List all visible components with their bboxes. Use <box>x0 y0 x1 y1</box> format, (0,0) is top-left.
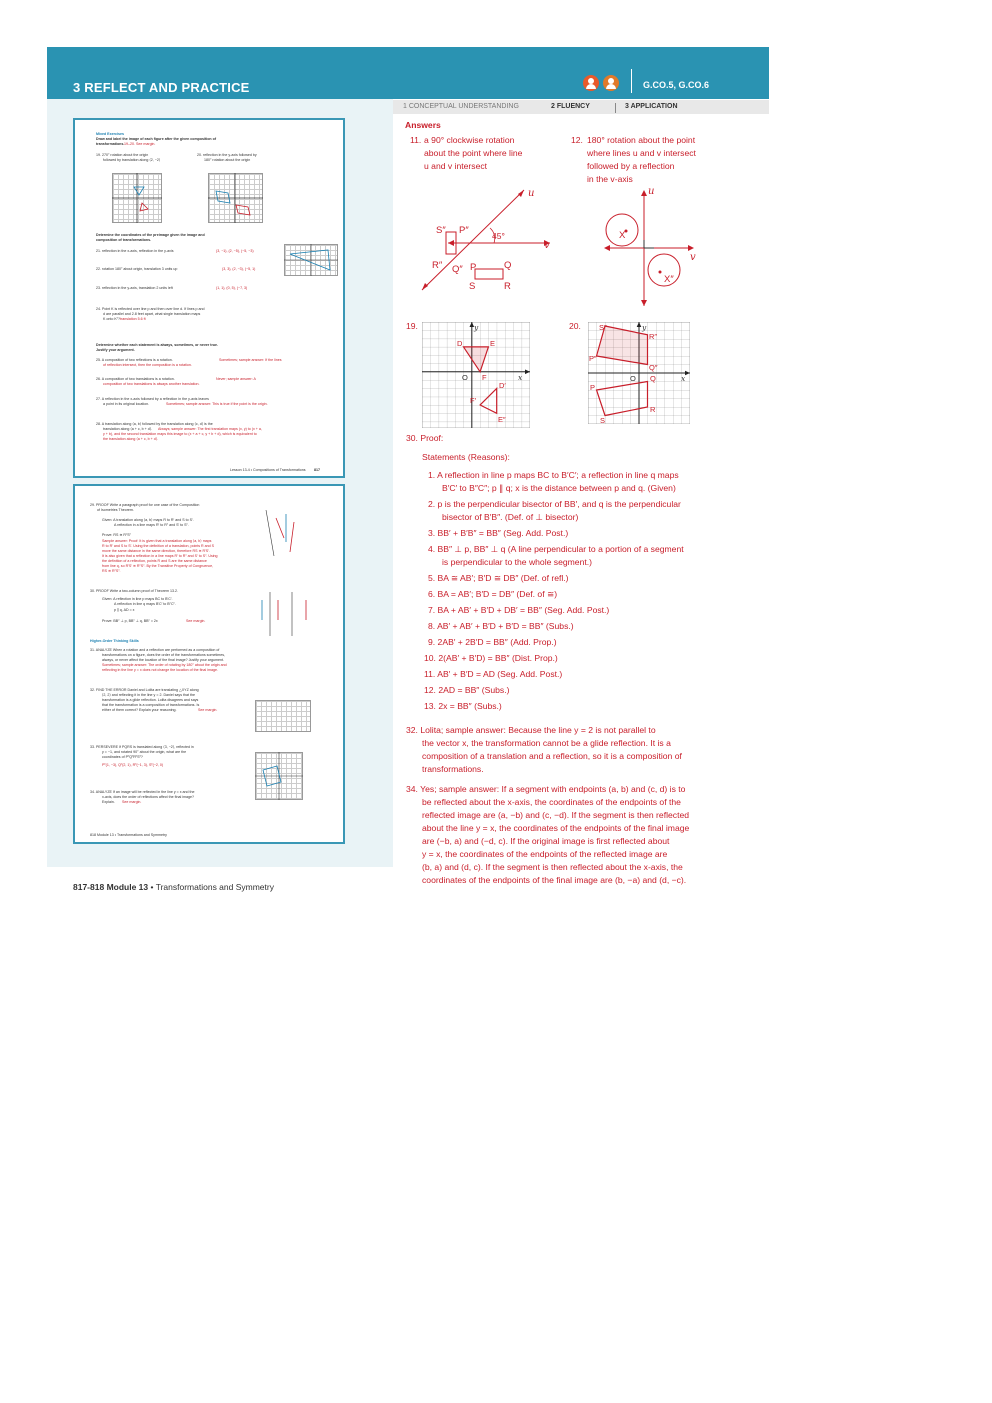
f19-x: x <box>518 373 523 382</box>
p818-q34b: Explain. <box>102 800 115 804</box>
answer-11-figure <box>412 186 560 296</box>
a30-s10: 10. 2(AB′ + B′D) = BB″ (Dist. Prop.) <box>424 653 558 663</box>
p818-q29: 29. PROOF Write a paragraph proof for one case of the Composition <box>90 503 200 507</box>
p817-q25: 25. A composition of two reflections is a rotation. <box>96 358 173 362</box>
q21-figure <box>284 244 338 276</box>
footer-bullet: • <box>150 882 154 892</box>
f20-y: y <box>642 323 647 332</box>
p817-instr-2: transformations. <box>96 142 125 146</box>
p817-q25-answer: Sometimes; sample answer: If the lines <box>219 358 282 362</box>
p817-q23-answer: (1, 1), (0, 5), (−7, 3) <box>216 286 248 290</box>
p818-q29-ans-6: from line q, so R′S′ ≅ R″S″. By the Transitive Property of Congruence, <box>102 564 214 568</box>
a34-line6: y = x, the coordinates of the endpoints of the reflected image are <box>422 849 668 859</box>
f11-v: v <box>544 240 550 251</box>
f20-rpp: R″ <box>649 332 658 341</box>
a34-line5: are (−b, a) and (−d, c). If the original image is first reflected about <box>422 836 670 846</box>
a30-sub: Statements (Reasons): <box>422 452 510 462</box>
p817-instr-4: composition of transformations. <box>96 238 152 242</box>
a12-line3: followed by a reflection <box>587 161 675 171</box>
f20-spp: S″ <box>599 323 607 332</box>
f19-epp: E″ <box>498 415 506 424</box>
p817-instr-2-answer: 19–20. See margin. <box>124 142 156 146</box>
answers-heading: Answers <box>405 120 441 130</box>
a30-s1a: 1. A reflection in line p maps BC to B′C′; a reflection in line q maps <box>428 470 679 480</box>
p817-q21-answer: (3, −1), (2, −5), (−5, −3) <box>216 249 254 253</box>
f11-qpp: Q″ <box>452 264 463 275</box>
q29-figure <box>256 508 304 558</box>
f20-x: x <box>681 374 686 383</box>
p817-q24c: K onto K″? <box>103 317 121 321</box>
answer-20-figure <box>588 322 690 424</box>
p818-q29d: Prove: RS ≅ R″S″ <box>102 533 131 537</box>
p818-q29-ans-2: R to R′ and S to S′. Using the definition of a translation, points R and S <box>102 544 215 548</box>
p817-q28-answer-3: the translation along ⟨a + c, b + d⟩. <box>103 437 159 441</box>
p817-q27-answer: Sometimes; sample answer: This is true if the point is the origin. <box>166 402 268 406</box>
p818-q32-answer: See margin. <box>198 708 218 712</box>
p817-instr-1: Draw and label the image of each figure after the given composition of <box>96 137 217 141</box>
a32-line1: 32. Lolita; sample answer: Because the line y = 2 is not parallel to <box>406 725 656 735</box>
p817-instr-6: Justify your argument. <box>96 348 135 352</box>
a34-line3: reflected image are (a, −b) and (c, −d). If the segment is then reflected <box>422 810 690 820</box>
banner-divider <box>631 69 632 93</box>
p817-q25-answer-2: of reflection intersect, then the composition is a rotation. <box>103 363 192 367</box>
f12-xpp: X″ <box>664 274 674 285</box>
f11-spp: S″ <box>436 225 446 236</box>
f11-rpp: R″ <box>432 260 443 271</box>
a30-s6: 6. BA = AB′; B′D = DB″ (Def. of ≅) <box>428 589 558 599</box>
p818-footer: 818 Module 13 • Transformations and Symmetry <box>90 833 167 837</box>
f12-u: u <box>648 186 655 197</box>
p817-q20b: 180° rotation about the origin <box>204 158 251 162</box>
p818-q33-answer: P‴(1, −3), Q‴(2, 1), R‴(−1, 3), S‴(−2, 0) <box>102 763 164 767</box>
f11-ppp: P″ <box>459 225 469 236</box>
section-banner <box>47 47 769 99</box>
p817-q26: 26. A composition of two translations is a rotation. <box>96 377 175 381</box>
q33-figure <box>255 752 303 800</box>
footer-module: Module 13 <box>106 882 149 892</box>
p818-q33a: y = −1, and rotated 90° about the origin, what are the <box>102 750 187 754</box>
p818-q31b: always, or never affect the location of the final image? Justify your argument. <box>102 658 224 662</box>
answer-19-figure <box>422 322 530 428</box>
f20-ppp: P″ <box>589 354 597 363</box>
p818-q31-answer-2: reflecting in the line y = x does not change the location of the final image. <box>102 668 218 672</box>
a11-line3: u and v intersect <box>424 161 488 171</box>
p817-q27: 27. A reflection in the x-axis followed by a reflection in the y-axis leaves <box>96 397 209 401</box>
answer-12-figure <box>590 186 700 308</box>
f20-o: O <box>630 374 636 383</box>
p817-q28-answer: Always; sample answer: The first translation maps (x, y) to (x + a, <box>158 427 262 431</box>
p818-q30a: Given: A reflection in line p maps BC to B′C′. <box>102 597 173 601</box>
a34-line4: about the line y = x, the coordinates of the endpoints of the final image <box>422 823 690 833</box>
a20-num: 20. <box>569 321 581 331</box>
mixed-exercises-heading: Mixed Exercises <box>96 132 124 136</box>
f19-d: D <box>457 339 463 348</box>
p817-q23: 23. reflection in the y-axis, translation 2 units left <box>96 286 173 290</box>
p818-q30b: A reflection in line q maps B′C′ to B″C″. <box>114 602 176 606</box>
p817-q20: 20. reflection in the y-axis followed by <box>197 153 257 157</box>
p818-q34: 34. ANALYZE If an image will be reflected in the line y = x and the <box>90 790 195 794</box>
f19-f: F <box>482 373 487 382</box>
p817-q24b: d are parallel and 2.8 feet apart, what single translation maps <box>103 312 201 316</box>
a30-s5: 5. BA ≅ AB′; B′D ≅ DB″ (Def. of refl.) <box>428 573 569 583</box>
p818-q32c: that the transformation is a composition of transformations. Is <box>102 703 200 707</box>
p818-q29-ans-4: It is also given that a reflection in a line maps R′ to R″ and S′ to S″. Using <box>102 554 218 558</box>
p817-page-number: 817 <box>314 468 320 472</box>
f11-p: P <box>470 262 477 273</box>
f20-qpp: Q″ <box>649 363 658 372</box>
p817-q19: 19. 270° rotation about the origin <box>96 153 149 157</box>
hots-heading: Higher-Order Thinking Skills <box>90 639 139 643</box>
level-divider <box>615 103 616 113</box>
a19-num: 19. <box>406 321 418 331</box>
f20-p: P <box>590 383 596 392</box>
a32-line3: composition of a translation and a reflection, so it is a composition of <box>422 751 682 761</box>
p818-q29b: Given: A translation along ⟨a, b⟩ maps R to R′ and S to S′. <box>102 518 194 522</box>
p818-q34-answer: See margin. <box>122 800 142 804</box>
a12-line2: where lines u and v intersect <box>587 148 696 158</box>
group-icon <box>603 75 619 91</box>
f19-dp: D′ <box>499 381 506 390</box>
p818-q30c: p ∥ q, AD = x <box>114 608 135 612</box>
a30-s9: 9. 2AB′ + 2B′D = BB″ (Add. Prop.) <box>428 637 557 647</box>
a12-line4: in the v-axis <box>587 174 633 184</box>
section-title: 3 REFLECT AND PRACTICE <box>73 80 250 95</box>
p818-q32b: transformation is a glide reflection. Lolita disagrees and says <box>102 698 199 702</box>
p817-q21: 21. reflection in the x-axis, reflection in the y-axis <box>96 249 174 253</box>
a12-num: 12. <box>571 135 583 145</box>
p817-q27b: a point in its original location. <box>103 402 150 406</box>
p818-q29c: A reflection in a line maps R′ to R″ and S′ to S″. <box>114 523 189 527</box>
p818-q29a: of Isometries Theorem. <box>97 508 134 512</box>
level-fluency: 2 FLUENCY <box>551 103 590 110</box>
p818-q33b: coordinates of P‴Q‴R‴S‴? <box>102 755 143 759</box>
level-bar <box>393 100 769 114</box>
f19-o: O <box>462 373 468 382</box>
f11-angle: 45° <box>492 231 505 241</box>
p817-q22: 22. rotation 180° about origin, translation 3 units up <box>96 267 178 271</box>
p817-instr-5: Determine whether each statement is always, sometimes, or never true. <box>96 343 219 347</box>
f19-fp: F′ <box>470 396 476 405</box>
q19-q20-figures <box>112 173 272 225</box>
f11-u: u <box>528 188 535 199</box>
p818-q30: 30. PROOF Write a two-column proof of Theorem 13.2. <box>90 589 178 593</box>
p818-q29-ans-7: RS ≅ R″S″. <box>102 569 121 573</box>
footer-pages: 817-818 <box>73 882 105 892</box>
level-conceptual: 1 CONCEPTUAL UNDERSTANDING <box>403 103 519 110</box>
a34-line8: coordinates of the endpoints of the final image are (b, −a) and (d, −c). <box>422 875 687 885</box>
f20-q: Q <box>650 374 656 383</box>
p818-q32a: ⟨2, 2⟩ and reflecting it in the line y = 2. Daniel says that the <box>102 693 196 697</box>
p818-q30-answer: See margin. <box>186 619 206 623</box>
p817-q28: 28. A translation along ⟨a, b⟩ followed by the translation along ⟨c, d⟩ is the <box>96 422 213 426</box>
p818-q34a: x-axis, does the order of reflections affect the final image? <box>102 795 195 799</box>
p818-q33: 33. PERSEVERE If PQRS is translated along ⟨3, −2⟩, reflected in <box>90 745 194 749</box>
p817-q26-answer-2: composition of two translations is always another translation. <box>103 382 200 386</box>
a30-s12: 12. 2AD = BB″ (Subs.) <box>424 685 510 695</box>
a30-head: 30. Proof: <box>406 433 444 443</box>
f19-y: y <box>474 323 479 332</box>
q32-grid <box>255 700 311 732</box>
p818-q31a: transformations on a figure, does the order of the transformations sometimes, <box>102 653 226 657</box>
a34-line2: be reflected about the x-axis, the coordinates of the endpoints of the <box>422 797 681 807</box>
individual-icon <box>583 75 599 91</box>
f12-v: v <box>690 252 696 263</box>
f11-r: R <box>504 281 511 292</box>
level-application: 3 APPLICATION <box>625 103 678 110</box>
p817-q19b: followed by translation along ⟨2, −2⟩ <box>103 158 161 162</box>
p817-footer: Lesson 13-4 • Compositions of Transformations <box>230 468 306 472</box>
f12-x: X <box>619 230 626 241</box>
p818-q29-ans-5: the definition of a reflection, points R and S are the same distance <box>102 559 207 563</box>
a30-s1b: B′C′ to B″C″; p ∥ q; x is the distance between p and q. (Given) <box>442 483 676 493</box>
f19-e: E <box>490 339 496 348</box>
p817-q24-answer: translation 5.6 ft <box>120 317 146 321</box>
a34-line7: (b, a) and (d, c). If the segment is then reflected about the x-axis, the <box>422 862 683 872</box>
p817-q26-answer: Never; sample answer: A <box>216 377 256 381</box>
footer-title: Transformations and Symmetry <box>155 882 274 892</box>
p818-q30d: Prove: BB″ ⊥ p, BB″ ⊥ q, BB″ = 2x <box>102 619 158 623</box>
p818-q31-answer: Sometimes; sample answer: The order of rotating by 180° about the origin and <box>102 663 227 667</box>
f11-s: S <box>469 281 476 292</box>
a30-s2a: 2. p is the perpendicular bisector of BB′, and q is the perpendicular <box>428 499 681 509</box>
standards-label: G.CO.5, G.CO.6 <box>643 80 710 90</box>
a32-line2: the vector x, the transformation cannot be a glide reflection. It is a <box>422 738 671 748</box>
f11-q: Q <box>504 260 512 271</box>
f20-s: S <box>600 416 606 424</box>
a34-line1: 34. Yes; sample answer: If a segment with endpoints (a, b) and (c, d) is to <box>406 784 686 794</box>
p817-q28-answer-2: y + b), and the second translation maps this image to (x + a + c, y + b + d), which is equivalent to <box>103 432 257 436</box>
a30-s4b: is perpendicular to the whole segment.) <box>442 557 592 567</box>
p817-q28b: translation along ⟨a + c, b + d⟩. <box>103 427 153 431</box>
p818-q32d: either of them correct? Explain your reasoning. <box>102 708 177 712</box>
a32-line4: transformations. <box>422 764 484 774</box>
a11-line2: about the point where line <box>424 148 523 158</box>
a11-line1: a 90° clockwise rotation <box>424 135 515 145</box>
a30-s13: 13. 2x = BB″ (Subs.) <box>424 701 502 711</box>
a30-s8: 8. AB′ + AB′ + B′D + B′D = BB″ (Subs.) <box>428 621 574 631</box>
p818-q29-ans-3: move the same distance in the same direction, therefore RS ≅ R′S′. <box>102 549 210 553</box>
page-footer <box>73 882 274 892</box>
a30-s3: 3. BB′ + B′B″ = BB″ (Seg. Add. Post.) <box>428 528 569 538</box>
q30-figure <box>256 590 316 640</box>
a11-num: 11. <box>410 135 422 145</box>
p817-q24: 24. Point K is reflected over line p and then over line d. If lines p and <box>96 307 205 311</box>
a30-s11: 11. AB′ + B′D = AD (Seg. Add. Post.) <box>424 669 563 679</box>
f20-r: R <box>650 405 656 414</box>
a12-line1: 180° rotation about the point <box>587 135 696 145</box>
a30-s4a: 4. BB″ ⊥ p, BB″ ⊥ q (A line perpendicular to a portion of a segment <box>428 544 684 554</box>
p818-q29-ans-1: Sample answer: Proof: It is given that a translation along ⟨a, b⟩ maps <box>102 539 212 543</box>
p818-q31: 31. ANALYZE When a rotation and a reflection are performed as a composition of <box>90 648 220 652</box>
a30-s2b: bisector of B′B″. (Def. of ⊥ bisector) <box>442 512 579 522</box>
p817-q22-answer: (3, 3), (2, −3), (−5, 1) <box>222 267 256 271</box>
p817-instr-3: Determine the coordinates of the preimage given the image and <box>96 233 205 237</box>
p818-q32: 32. FIND THE ERROR Daniel and Lolita are translating △XYZ along <box>90 688 199 692</box>
a30-s7: 7. BA + AB′ + B′D + DB′ = BB″ (Seg. Add. Post.) <box>428 605 610 615</box>
